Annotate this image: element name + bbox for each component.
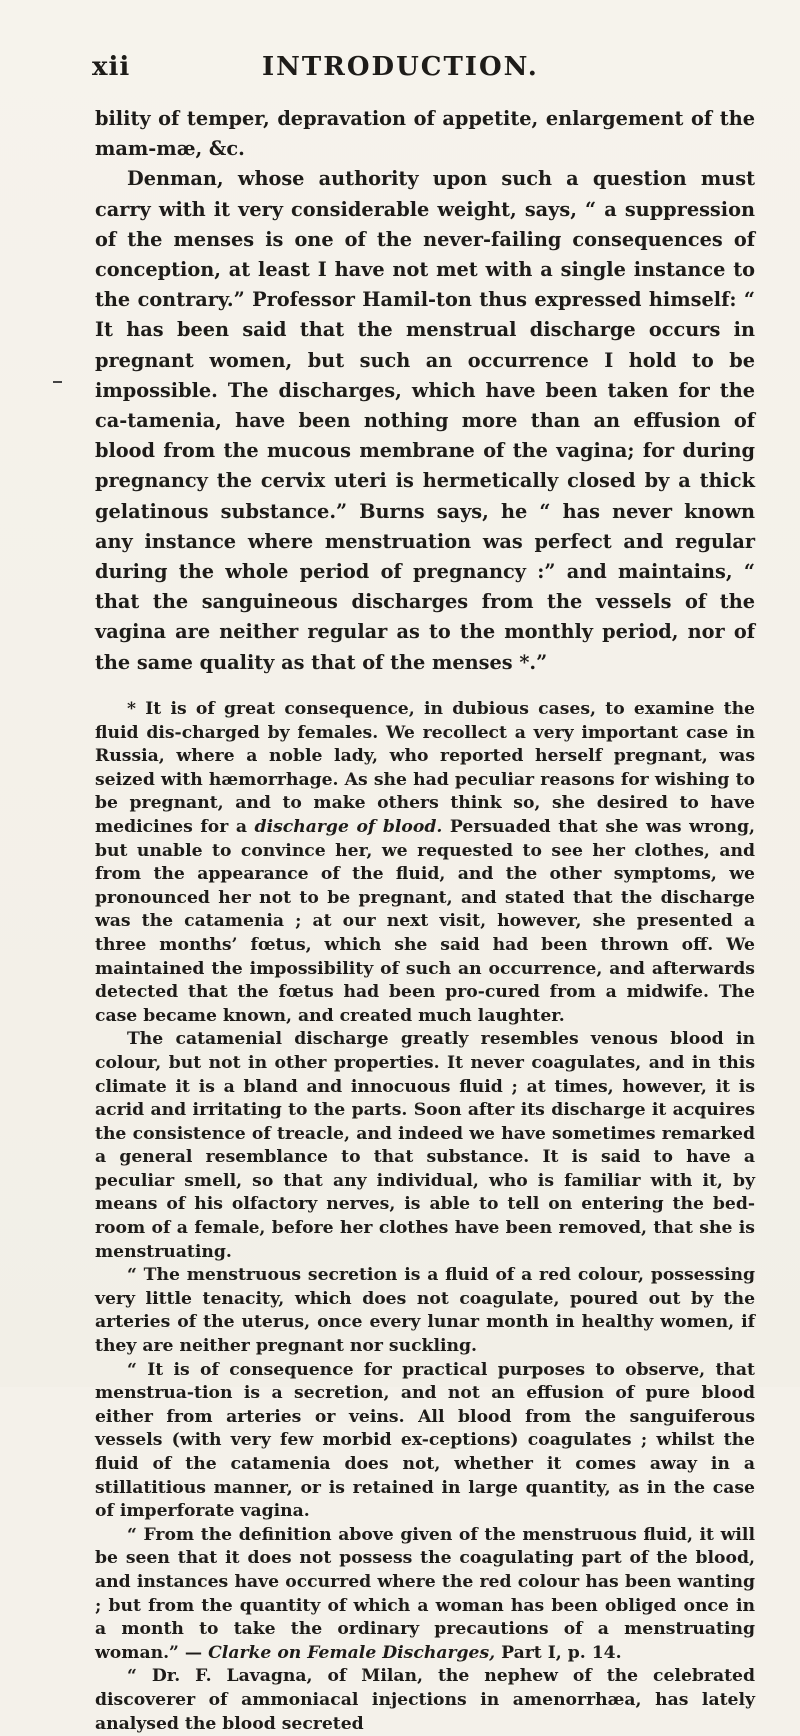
paragraph-denman: Denman, whose authority upon such a question must carry with it very considerable weight, says, “ a suppression of the menses is one of the never-failing consequences of conception, at least I have not met with a single instance to the contrary.” Professor Hamil-ton thus expressed himself: “ It has been said that the menstrual discharge occurs in pregnant women, but such an occurrence I hold to be impossible. The discharges, which have been taken for the ca-tamenia, have been nothing more than an effusion of blood from the mucous membrane of the vagina; for during pregnancy the cervix uteri is hermetically closed by a thick gelatinous substance.” Burns says, he “ has never known any instance where menstruation was perfect and regular during the whole period of pregnancy :” and maintains, “ that the sanguineous discharges from the vessels of the vagina are neither regular as to the monthly period, nor of the same quality as that of the menses *.” bbox=[95, 167, 755, 674]
footnote-text: “ From the definition above given of the menstruous fluid, it will be seen that it does not possess the coagulating part of the blood, and instances have occurred where the red colour has been wanting ; but from the quantity of which a woman has been obliged once in a month to take the ordinary precautions of a menstruating woman.” — bbox=[95, 1524, 755, 1663]
margin-mark bbox=[53, 381, 62, 383]
main-text bbox=[95, 104, 755, 678]
footnote-paragraph-1 bbox=[95, 698, 755, 1028]
page-number: xii bbox=[92, 52, 131, 82]
footnote-paragraph-2: The catamenial discharge greatly resembles venous blood in colour, but not in other properties. It never coagulates, and in this climate it is a bland and innocuous fluid ; at times, however, it is acrid and irritating to the parts. Soon after its discharge it acquires the consistence of treacle, and indeed we have sometimes remarked a general resemblance to that substance. It is said to have a peculiar smell, so that any individual, who is familiar with it, by means of his olfactory nerves, is able to tell on entering the bed-room of a female, before her clothes have been removed, that she is menstruating. bbox=[95, 1029, 755, 1262]
footnote-block bbox=[95, 698, 755, 1736]
footnote-citation: Clarke on Female Discharges, bbox=[208, 1642, 496, 1663]
footnote-italic: discharge of blood. bbox=[254, 816, 443, 837]
footnote-paragraph-4: “ It is of consequence for practical purposes to observe, that menstrua-tion is a secretion, and not an effusion of pure blood either from arteries or veins. All blood from the sanguiferous vessels (with very few morbid ex-ceptions) coagulates ; whilst the fluid of the catamenia does not, whether it comes away in a stillatitious manner, or is retained in large quantity, as in the case of imperforate vagina. bbox=[95, 1359, 755, 1522]
footnote-paragraph-5 bbox=[95, 1524, 755, 1666]
page-header bbox=[0, 52, 800, 86]
footnote-text: * It is of great consequence, in dubious cases, to examine the fluid dis-charged by females. We recollect a very important case in Russia, where a noble lady, who reported herself pregnant, was seized with hæmorrhage. As she had peculiar reasons for wishing to be pregnant, and to make others think so, she desired to have medicines for a bbox=[95, 699, 755, 837]
paragraph-continuation: bility of temper, depravation of appetite, enlargement of the mam-mæ, &c. bbox=[95, 107, 755, 161]
footnote-paragraph-3: “ The menstruous secretion is a fluid of a red colour, possessing very little tenacity, which does not coagulate, poured out by the arteries of the uterus, once every lunar month in healthy women, if they are neither pregnant nor suckling. bbox=[95, 1265, 755, 1357]
footnote-text: Part I, p. 14. bbox=[495, 1642, 622, 1663]
running-title: INTRODUCTION. bbox=[262, 52, 539, 82]
footnote-text: Persuaded that she was wrong, but unable to convince her, we requested to see her clothes, and from the appearance of the fluid, and the other symptoms, we pronounced her not to be pregnant, and stated that the discharge was the catamenia ; at our next visit, however, she presented a three months’ fœtus, which she said had been thrown off. We maintained the impossibility of such an occurrence, and afterwards detected that the fœtus had been pro-cured from a midwife. The case became known, and created much laughter. bbox=[95, 816, 755, 1026]
footnote-paragraph-6: “ Dr. F. Lavagna, of Milan, the nephew of the celebrated discoverer of ammoniacal injections in amenorrhæa, has lately analysed the blood secreted bbox=[95, 1666, 755, 1734]
